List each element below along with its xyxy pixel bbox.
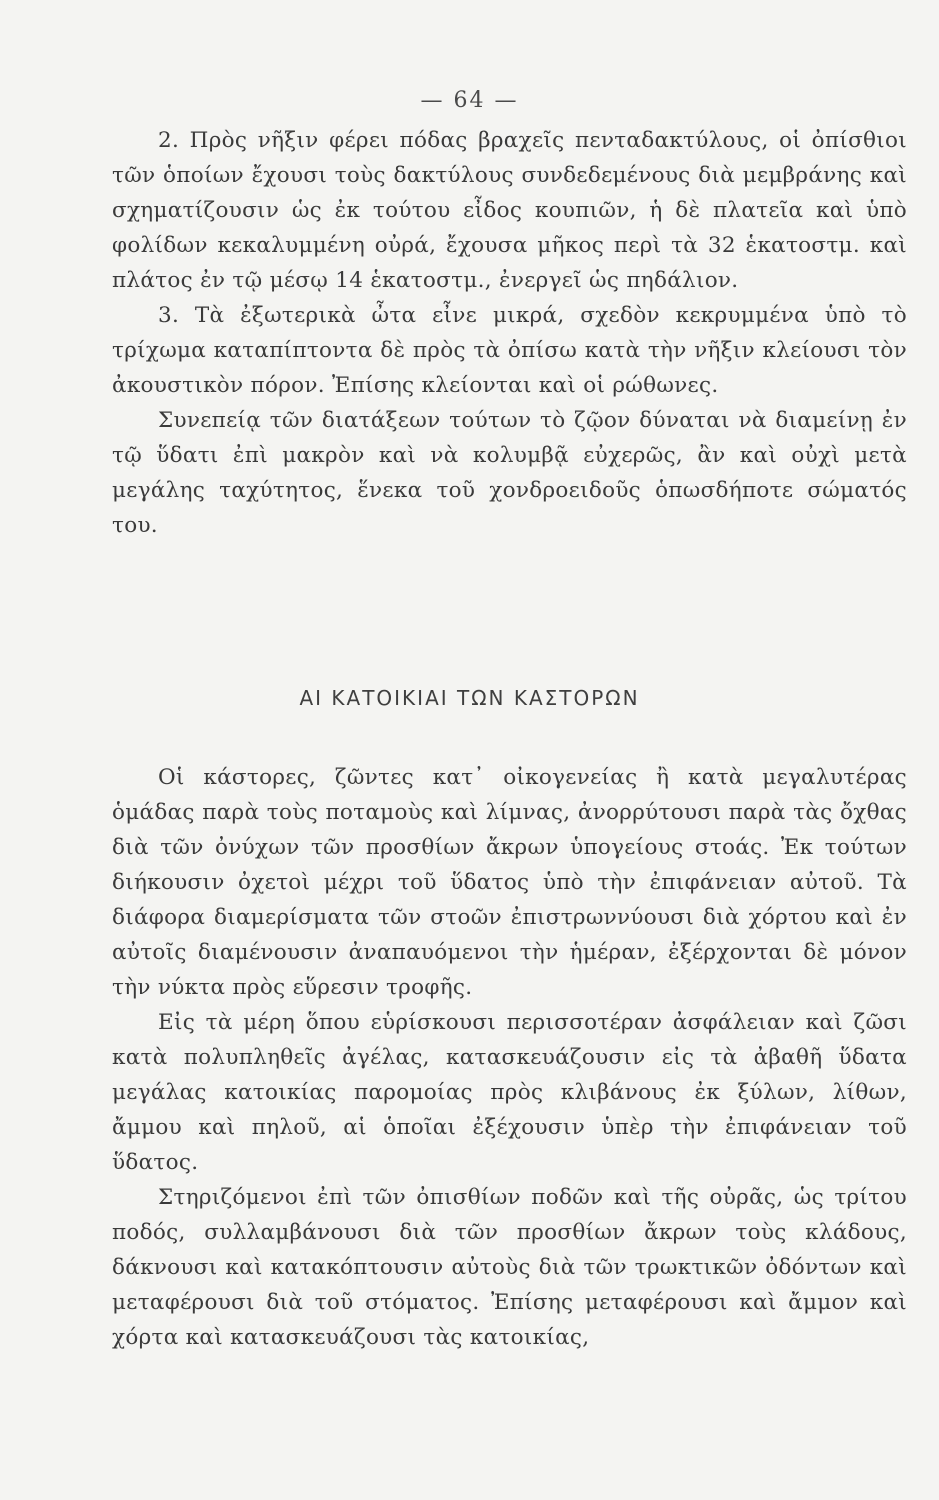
page-number: — 64 — <box>420 88 519 113</box>
paragraph: 2. Πρὸς νῆξιν φέρει πόδας βραχεῖς πενταδακτύλους, οἱ ὀπίσθιοι τῶν ὁποίων ἔχουσι τοὺς δακτύλους συνδεδεμένους διὰ μεμβράνης καὶ σχηματίζουσιν ὡς ἐκ τούτου εἶδος κουπιῶν, ἡ δὲ πλατεῖα καὶ ὑπὸ φολίδων κεκαλυμμένη οὐρά, ἔχουσα μῆκος περὶ τὰ 32 ἑκατοστμ. καὶ πλάτος ἐν τῷ μέσῳ 14 ἑκατοστμ., ἐνεργεῖ ὡς πηδάλιον. <box>112 128 907 293</box>
paragraph: Συνεπείᾳ τῶν διατάξεων τούτων τὸ ζῷον δύναται νὰ διαμείνῃ ἐν τῷ ὕδατι ἐπὶ μακρὸν καὶ νὰ κολυμβᾷ εὐχερῶς, ἂν καὶ οὐχὶ μετὰ μεγάλης ταχύτητος, ἕνεκα τοῦ χονδροειδοῦς ὁπωσδήποτε σώματός του. <box>112 408 907 538</box>
bottom-text-block <box>112 760 907 1355</box>
paragraph: Οἱ κάστορες, ζῶντες κατ᾽ οἰκογενείας ἢ κατὰ μεγαλυτέρας ὁμάδας παρὰ τοὺς ποταμοὺς καὶ λίμνας, ἀνορρύτουσι παρὰ τὰς ὄχθας διὰ τῶν ὀνύχων τῶν προσθίων ἄκρων ὑπογείους στοάς. Ἐκ τούτων διήκουσιν ὀχετοὶ μέχρι τοῦ ὕδατος ὑπὸ τὴν ἐπιφάνειαν αὐτοῦ. Τὰ διάφορα διαμερίσματα τῶν στοῶν ἐπιστρωννύουσι διὰ χόρτου καὶ ἐν αὐτοῖς διαμένουσιν ἀναπαυόμενοι τὴν ἡμέραν, ἐξέρχονται δὲ μόνον τὴν νύκτα πρὸς εὕρεσιν τροφῆς. <box>112 765 907 1000</box>
paragraph: Εἰς τὰ μέρη ὅπου εὑρίσκουσι περισσοτέραν ἀσφάλειαν καὶ ζῶσι κατὰ πολυπληθεῖς ἀγέλας, κατασκευάζουσιν εἰς τὰ ἀβαθῆ ὕδατα μεγάλας κατοικίας παρομοίας πρὸς κλιβάνους ἐκ ξύλων, λίθων, ἄμμου καὶ πηλοῦ, αἱ ὁποῖαι ἐξέχουσιν ὑπὲρ τὴν ἐπιφάνειαν τοῦ ὕδατος. <box>112 1010 907 1175</box>
top-text-block <box>112 123 907 543</box>
paragraph: 3. Τὰ ἐξωτερικὰ ὦτα εἶνε μικρά, σχεδὸν κεκρυμμένα ὑπὸ τὸ τρίχωμα καταπίπτοντα δὲ πρὸς τὰ ὀπίσω κατὰ τὴν νῆξιν κλείουσι τὸν ἀκουστικὸν πόρον. Ἐπίσης κλείονται καὶ οἱ ρώθωνες. <box>112 303 907 398</box>
section-heading: ΑΙ ΚΑΤΟΙΚΙΑΙ ΤΩΝ ΚΑΣΤΟΡΩΝ <box>299 686 640 710</box>
paragraph: Στηριζόμενοι ἐπὶ τῶν ὀπισθίων ποδῶν καὶ τῆς οὐρᾶς, ὡς τρίτου ποδός, συλλαμβάνουσι διὰ τῶν προσθίων ἄκρων τοὺς κλάδους, δάκνουσι καὶ κατακόπτουσιν αὐτοὺς διὰ τῶν τρωκτικῶν ὀδόντων καὶ μεταφέρουσι διὰ τοῦ στόματος. Ἐπίσης μεταφέρουσι καὶ ἄμμον καὶ χόρτα καὶ κατασκευάζουσι τὰς κατοικίας, <box>112 1185 907 1350</box>
